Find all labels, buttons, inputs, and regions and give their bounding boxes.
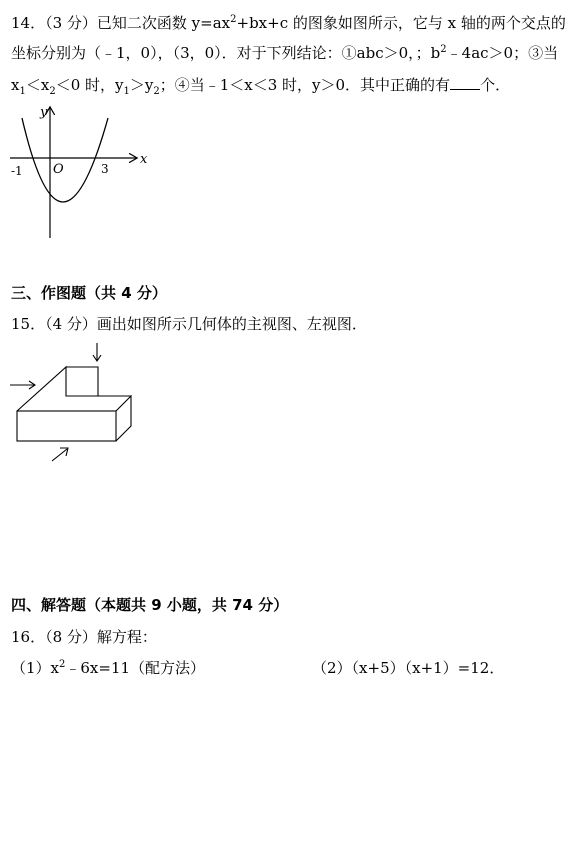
answer-blank	[450, 75, 480, 90]
subscript: 1	[19, 86, 26, 97]
q14-line-3	[11, 75, 510, 95]
q14-text: ；④当﹣1＜x＜3 时，y＞0．其中正确的有	[159, 76, 451, 94]
q15-text: 15．（4 分）画出如图所示几何体的主视图、左视图．	[11, 315, 367, 333]
q14-line-1	[11, 13, 566, 33]
solid-figure	[0, 340, 150, 470]
exponent: 2	[440, 44, 447, 55]
exponent: 2	[230, 14, 237, 25]
q14-text: x	[11, 76, 20, 94]
subscript: 2	[153, 86, 160, 97]
q14-text: 14．（3 分）已知二次函数 y=ax	[11, 14, 231, 32]
q16-part-1-text: ﹣6x=11（配方法）	[65, 659, 206, 677]
left-root-label: -1	[11, 164, 23, 178]
y-axis-label: y	[40, 105, 48, 120]
top-face	[17, 367, 131, 411]
section-3-title: 三、作图题（共 4 分）	[11, 284, 167, 302]
q14-text: ＜x	[25, 76, 50, 94]
q14-text: +bx+c 的图象如图所示，它与 x 轴的两个交点的	[236, 14, 566, 32]
x-axis-label: x	[140, 152, 148, 167]
q14-text: ＜0 时，y	[55, 76, 124, 94]
front-face	[17, 411, 116, 441]
q16-text: 16．（8 分）解方程：	[11, 628, 157, 646]
exponent: 2	[59, 659, 66, 670]
top-face-edge	[66, 367, 98, 396]
origin-label: O	[53, 162, 64, 177]
section-4-title: 四、解答题（本题共 9 小题，共 74 分）	[11, 596, 289, 614]
q14-text: 个．	[480, 76, 511, 94]
parabola-graph	[0, 100, 170, 245]
q14-text: 坐标分别为（﹣1，0），（3，0）．对于下列结论：①abc＞0，；b	[11, 44, 441, 62]
front-view-arrow	[52, 449, 67, 461]
q16-part-2: （2）（x+5）（x+1）=12．	[312, 659, 505, 677]
q14-line-2	[11, 43, 558, 63]
right-face	[116, 396, 131, 441]
parabola-curve	[22, 118, 108, 202]
subscript: 2	[49, 86, 56, 97]
q16-part-1-text: （1）x	[11, 659, 60, 677]
right-root-label: 3	[101, 162, 109, 176]
q14-text: ﹣4ac＞0；③当	[446, 44, 559, 62]
subscript: 1	[123, 86, 130, 97]
q14-text: ＞y	[129, 76, 154, 94]
q16-part-1	[11, 658, 205, 678]
